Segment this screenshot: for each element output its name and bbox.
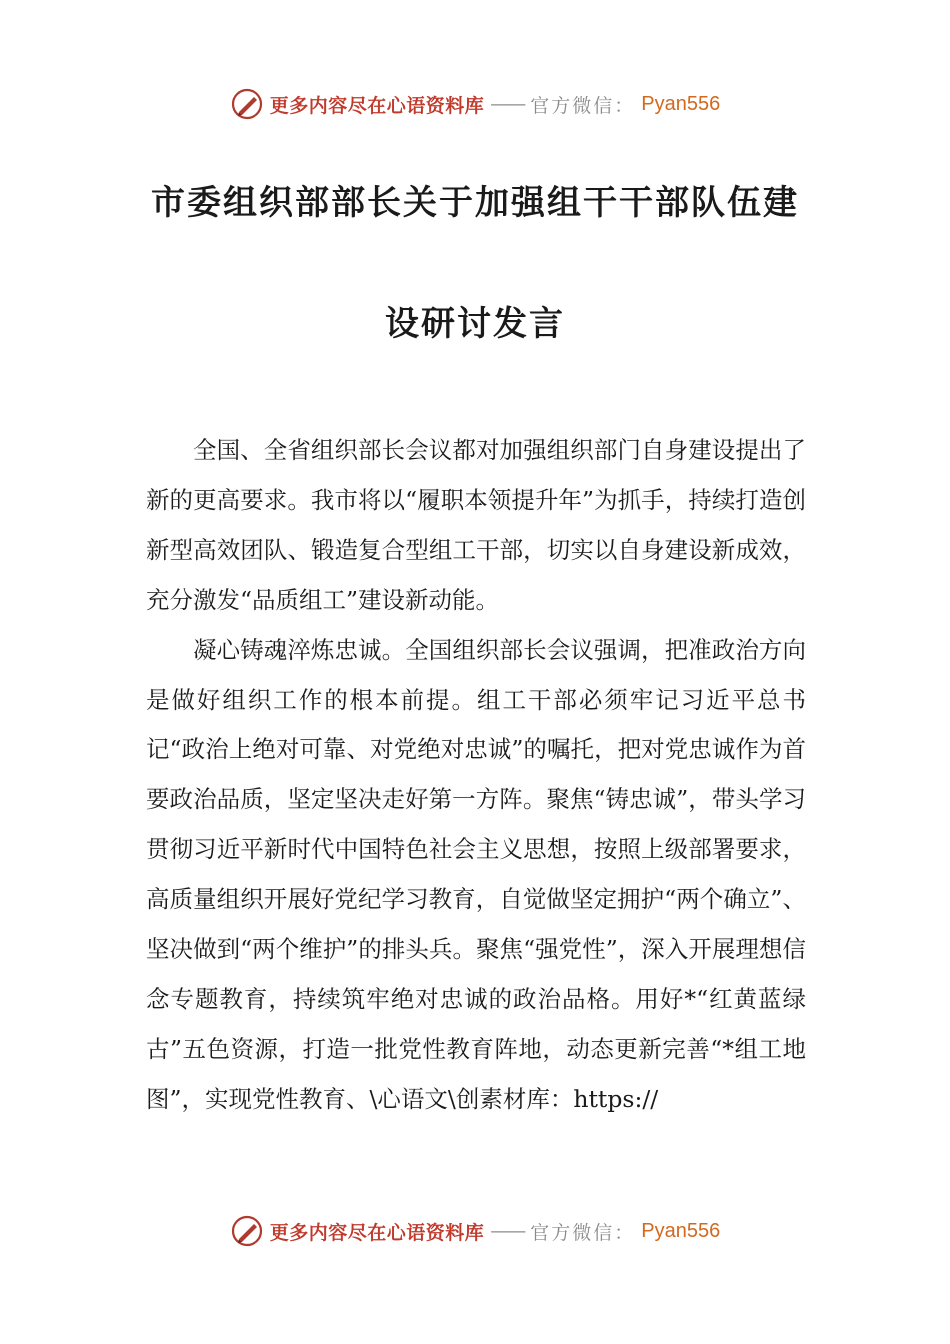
watermark-dash: —— [490, 93, 525, 115]
watermark-official-label: 官方微信： [530, 1221, 636, 1244]
watermark-official-label: 官方微信： [530, 94, 636, 117]
pen-circle-logo-icon [230, 1214, 264, 1248]
watermark-wechat-id: Pyan556 [641, 92, 721, 115]
document-title-line-1: 市委组织部部长关于加强组干干部队伍建 [151, 183, 799, 223]
watermark-brand-text: 更多内容尽在心语资料库 [269, 1221, 485, 1244]
body-paragraph-1: 全国、全省组织部长会议都对加强组织部门自身建设提出了新的更高要求。我市将以“履职本领提升年”为抓手，持续打造创新型高效团队、锻造复合型组工干部，切实以自身建设新成效，充分激发“品质组工”建设新动能。 [146, 436, 806, 614]
pen-circle-logo-icon [230, 87, 264, 121]
watermark-brand-text: 更多内容尽在心语资料库 [269, 94, 485, 117]
watermark-dash: —— [490, 1220, 525, 1242]
document-title-line-2: 设研讨发言 [385, 304, 565, 344]
body-paragraph-2: 凝心铸魂淬炼忠诚。全国组织部长会议强调，把准政治方向是做好组织工作的根本前提。组工干部必须牢记习近平总书记“政治上绝对可靠、对党绝对忠诚”的嘱托，把对党忠诚作为首要政治品质，坚定坚决走好第一方阵。聚焦“铸忠诚”，带头学习贯彻习近平新时代中国特色社会主义思想，按照上级部署要求，高质量组织开展好党纪学习教育，自觉做坚定拥护“两个确立”、坚决做到“两个维护”的排头兵。聚焦“强党性”，深入开展理想信念专题教育，持续筑牢绝对忠诚的政治品格。用好*“红黄蓝绿古”五色资源，打造一批党性教育阵地，动态更新完善“*组工地图”，实现党性教育、\心语文\创素材库：https:// [146, 635, 806, 1113]
watermark-wechat-id: Pyan556 [641, 1219, 721, 1242]
document-body [146, 426, 806, 1125]
header-watermark [0, 82, 950, 126]
footer-watermark [0, 1209, 950, 1253]
